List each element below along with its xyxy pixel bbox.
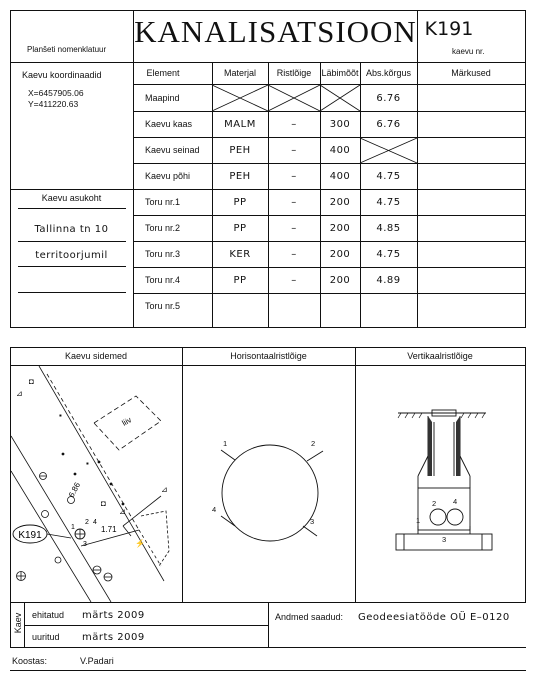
sand-label: liiv <box>120 415 134 428</box>
distance-label-2: 1.71 <box>101 525 117 534</box>
location-line1: Tallinna tn 10 <box>34 224 109 235</box>
table-cell-material: PP <box>233 197 247 208</box>
svg-text:◘: ◘ <box>29 377 34 386</box>
distance-label-1: 6.86 <box>66 480 83 499</box>
table-cell-diameter: 200 <box>329 197 351 208</box>
table-cell-material: PEH <box>229 145 251 156</box>
author-label: Koostas: <box>12 656 48 666</box>
table-row-element: Toru nr.1 <box>145 197 181 207</box>
svg-text:⊿: ⊿ <box>161 485 168 494</box>
svg-text:⚡: ⚡ <box>135 539 145 548</box>
table-cell-material: MALM <box>224 119 256 130</box>
table-cell-height: 4.75 <box>376 171 401 182</box>
col-header-diameter: Läbimõõt <box>321 68 359 78</box>
pipe-number-label: 2 <box>311 439 316 448</box>
pipe-number-label: 3 <box>310 517 315 526</box>
table-cell-material: PEH <box>229 171 251 182</box>
table-cell-material: PP <box>233 223 247 234</box>
built-label: ehitatud <box>32 610 65 620</box>
well-number: K191 <box>424 18 474 40</box>
site-plan <box>11 366 182 602</box>
data-source-value: Geodeesiatööde OÜ E–0120 <box>358 612 510 623</box>
svg-text:▪: ▪ <box>86 459 89 468</box>
built-date: märts 2009 <box>82 610 145 621</box>
table-cell-height: 4.85 <box>376 223 401 234</box>
table-row-element: Toru nr.2 <box>145 223 181 233</box>
table-cell-diameter: 400 <box>329 145 351 156</box>
table-row-element: Maapind <box>145 93 180 103</box>
table-cell-cross: – <box>291 223 297 234</box>
pipe-number-label: 3 <box>83 541 87 548</box>
table-row-element: Toru nr.3 <box>145 249 181 259</box>
section-title-links: Kaevu sidemed <box>64 351 128 361</box>
col-header-material: Materjal <box>223 68 256 78</box>
pipe-number-label: 1 <box>223 439 228 448</box>
col-header-element: Element <box>146 68 180 78</box>
table-cell-diameter: 200 <box>329 249 351 260</box>
page-title: KANALISATSIOON <box>134 14 417 49</box>
location-line2: territoorjumil <box>35 250 108 261</box>
surveyed-label: uuritud <box>32 632 60 642</box>
table-cell-cross: – <box>291 119 297 130</box>
coord-x: X=6457905.06 <box>28 88 84 98</box>
table-cell-material: PP <box>233 275 247 286</box>
table-cell-material: KER <box>229 249 251 260</box>
section-title-horizontal: Horisontaalristlõige <box>230 351 307 361</box>
coord-y: Y=411220.63 <box>28 99 79 109</box>
table-cell-cross: – <box>291 275 297 286</box>
table-cell-diameter: 200 <box>329 275 351 286</box>
table-cell-height: 4.75 <box>376 197 401 208</box>
col-header-remarks: Märkused <box>451 68 491 78</box>
table-cell-height: 4.75 <box>376 249 401 260</box>
table-cell-height: 4.89 <box>376 275 401 286</box>
table-cell-cross: – <box>291 249 297 260</box>
col-header-crosssection: Ristlõige <box>276 68 312 78</box>
table-cell-diameter: 300 <box>329 119 351 130</box>
svg-text:⊿: ⊿ <box>119 507 126 516</box>
pipe-number-label: 2 <box>432 499 437 508</box>
well-marker-label: K191 <box>18 530 42 541</box>
nomenclature-label: Planšeti nomenklatuur <box>27 45 107 54</box>
surveyed-date: märts 2009 <box>82 632 145 643</box>
pipe-number-label: 2 <box>85 519 89 526</box>
well-number-label: kaevu nr. <box>452 47 485 56</box>
svg-text:◘: ◘ <box>101 499 106 508</box>
pipe-number-label: 1 <box>416 516 421 525</box>
pipe-number-label: 1 <box>71 524 75 531</box>
location-label: Kaevu asukoht <box>41 193 102 203</box>
well-vertical-label: Kaev <box>13 612 23 634</box>
pipe-number-label: 4 <box>212 505 217 514</box>
table-cell-cross: – <box>291 171 297 182</box>
pipe-number-label: 4 <box>453 497 458 506</box>
table-row-element: Toru nr.5 <box>145 301 181 311</box>
table-row-element: Toru nr.4 <box>145 275 181 285</box>
table-cell-cross: – <box>291 145 297 156</box>
svg-text:⊿: ⊿ <box>16 389 23 398</box>
horizontal-section <box>183 366 355 602</box>
pipe-number-label: 4 <box>93 519 97 526</box>
svg-text:▪: ▪ <box>59 411 62 420</box>
table-cell-height: 6.76 <box>376 119 401 130</box>
vertical-section <box>356 366 525 602</box>
table-cell-cross: – <box>291 197 297 208</box>
table-cell-height: 6.76 <box>376 93 401 104</box>
data-source-label: Andmed saadud: <box>275 612 344 622</box>
section-title-vertical: Vertikaalristlõige <box>407 351 473 361</box>
coords-label: Kaevu koordinaadid <box>22 70 102 80</box>
table-row-element: Kaevu seinad <box>145 145 200 155</box>
table-row-element: Kaevu põhi <box>145 171 191 181</box>
pipe-number-label: 3 <box>442 535 447 544</box>
col-header-height: Abs.kõrgus <box>365 68 412 78</box>
table-cell-diameter: 200 <box>329 223 351 234</box>
table-cell-diameter: 400 <box>329 171 351 182</box>
author-name: V.Padari <box>80 656 114 666</box>
table-row-element: Kaevu kaas <box>145 119 193 129</box>
